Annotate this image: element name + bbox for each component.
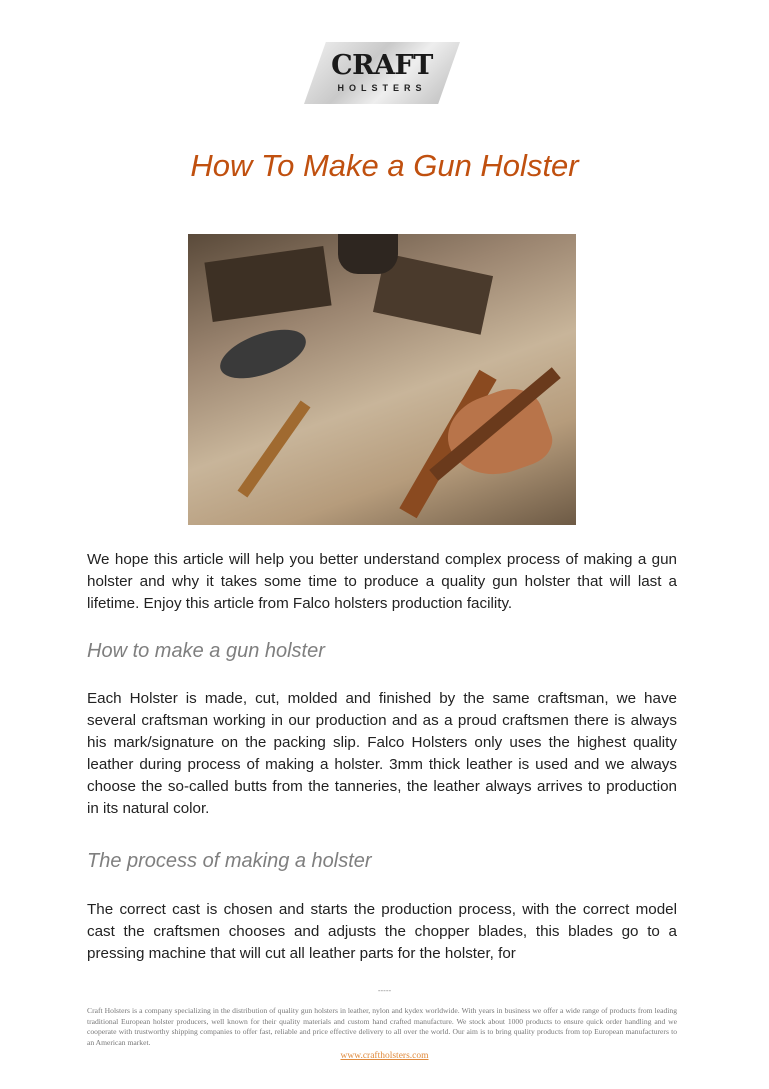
workbench-tools-photo [188, 234, 576, 525]
footer-text: Craft Holsters is a company specializing in the distribution of quality gun holsters in leather, nylon and kydex worldwide. With years in business we offer a wide range of products from leading traditional European holster producers, well known for their quality materials and custom hand crafted manufacture. We stock about 1000 products to ensure quick order handling and we cooperate with trustworthy shipping companies to offer fast, reliable and price effective delivery to all over the world. Our aim is to bring quality products from top European manufacturers to an American market. [87, 1006, 677, 1047]
website-link[interactable]: www.craftholsters.com [340, 1051, 429, 1061]
section-heading: The process of making a holster [87, 850, 372, 872]
craft-holsters-logo [304, 42, 460, 104]
logo-sub: HOLSTERS [337, 83, 427, 93]
page-title: How To Make a Gun Holster [190, 148, 579, 183]
footer-separator: ----- [377, 986, 392, 995]
section-heading: How to make a gun holster [87, 640, 325, 662]
intro-paragraph: We hope this article will help you better understand complex process of making a gun holster and why it takes some time to produce a quality gun holster that will last a lifetime. Enjoy this article from Falco holsters production facility. [87, 551, 677, 612]
section-paragraph: The correct cast is chosen and starts the production process, with the correct model cast the craftsmen chooses and adjusts the chopper blades, this blades go to a pressing machine that will cut all leather parts for the holster, for [87, 901, 677, 962]
section-paragraph: Each Holster is made, cut, molded and finished by the same craftsman, we have several craftsman working in our production and as a proud craftsmen there is always his mark/signature on the packing slip. Falco Holsters only uses the highest quality leather during process of making a holster. 3mm thick leather is used and we always choose the so-called butts from the tanneries, the leather always arrives to production in its natural color. [87, 690, 677, 817]
logo-brand: CRAFT [331, 50, 433, 81]
